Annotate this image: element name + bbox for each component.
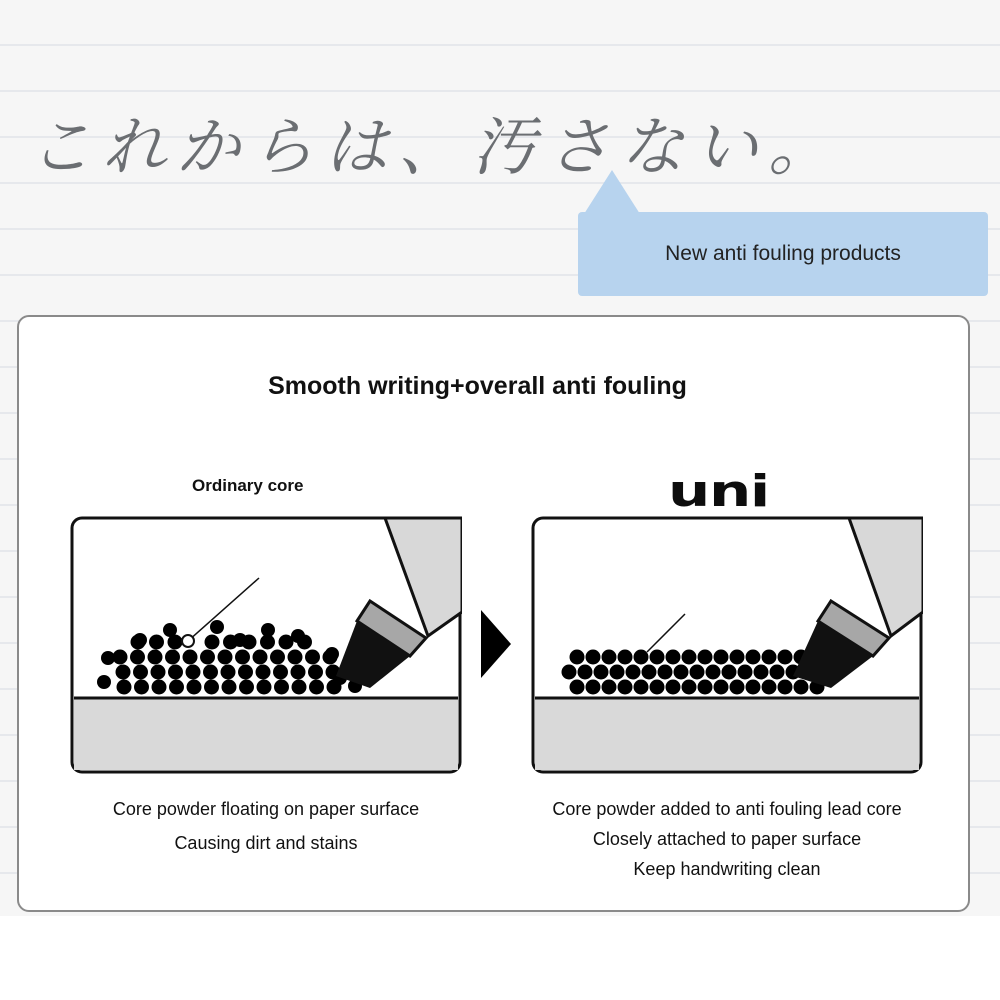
powder-dot <box>151 665 166 680</box>
powder-dot <box>291 665 306 680</box>
powder-dot <box>690 665 705 680</box>
powder-dot <box>235 650 250 665</box>
powder-dot <box>183 650 198 665</box>
powder-dot <box>570 650 585 665</box>
powder-dot <box>253 650 268 665</box>
powder-dot <box>291 629 305 643</box>
powder-dot <box>682 650 697 665</box>
handwritten-headline: これからは、汚さない。 <box>28 111 842 185</box>
powder-dot <box>273 665 288 680</box>
highlighted-dot <box>182 635 194 647</box>
powder-dot <box>562 665 577 680</box>
powder-dot <box>148 650 163 665</box>
powder-dot <box>221 665 236 680</box>
powder-dot <box>650 680 665 695</box>
powder-dot <box>134 680 149 695</box>
powder-dot <box>706 665 721 680</box>
powder-dot <box>165 650 180 665</box>
powder-dot <box>308 665 323 680</box>
powder-dot <box>239 680 254 695</box>
powder-dot <box>152 680 167 695</box>
ordinary-core-illustration <box>70 516 462 774</box>
powder-dot <box>149 635 164 650</box>
powder-dot <box>200 650 215 665</box>
powder-dot <box>778 650 793 665</box>
powder-dot <box>610 665 625 680</box>
powder-dot <box>682 680 697 695</box>
powder-dot <box>305 650 320 665</box>
powder-dot <box>97 675 111 689</box>
powder-dot <box>730 680 745 695</box>
powder-dot <box>754 665 769 680</box>
left-caption-line: Core powder floating on paper surface <box>112 799 420 819</box>
powder-dot <box>586 650 601 665</box>
powder-dot <box>738 665 753 680</box>
powder-dot <box>233 633 247 647</box>
powder-dot <box>602 680 617 695</box>
right-captions <box>520 794 934 884</box>
powder-dot <box>602 650 617 665</box>
ordinary-core-label: Ordinary core <box>192 476 304 495</box>
powder-dot <box>658 665 673 680</box>
uni-brand-logo: uni <box>668 466 769 517</box>
powder-dot <box>666 680 681 695</box>
speech-bubble-tail <box>584 170 640 214</box>
powder-dot <box>722 665 737 680</box>
powder-dot <box>746 680 761 695</box>
powder-dot <box>133 633 147 647</box>
powder-dot <box>256 665 271 680</box>
powder-dot <box>117 680 132 695</box>
right-caption-line: Keep handwriting clean <box>633 859 821 879</box>
powder-dot <box>186 665 201 680</box>
left-caption-line: Causing dirt and stains <box>174 833 358 853</box>
powder-dot <box>288 650 303 665</box>
powder-dot <box>714 680 729 695</box>
powder-dot <box>730 650 745 665</box>
powder-dot <box>762 650 777 665</box>
powder-dot <box>274 680 289 695</box>
bottom-strip <box>0 916 1000 1000</box>
powder-dot <box>578 665 593 680</box>
right-caption-line: Closely attached to paper surface <box>592 829 862 849</box>
powder-dot <box>698 680 713 695</box>
powder-dot <box>642 665 657 680</box>
powder-dot <box>210 620 224 634</box>
powder-dot <box>626 665 641 680</box>
powder-dot <box>666 650 681 665</box>
speech-bubble-text: New anti fouling products <box>665 242 901 265</box>
powder-dot <box>238 665 253 680</box>
powder-dot <box>674 665 689 680</box>
powder-dot <box>634 680 649 695</box>
powder-dot <box>650 650 665 665</box>
powder-dot <box>270 650 285 665</box>
powder-dot <box>746 650 761 665</box>
powder-dot <box>133 665 148 680</box>
powder-dot <box>163 623 177 637</box>
powder-dot <box>168 665 183 680</box>
powder-dot <box>325 647 339 661</box>
powder-dot <box>292 680 307 695</box>
powder-dot <box>714 650 729 665</box>
powder-dot <box>594 665 609 680</box>
paper-surface <box>535 698 919 770</box>
powder-dot <box>570 680 585 695</box>
powder-dot <box>309 680 324 695</box>
powder-dot <box>204 680 219 695</box>
powder-dot <box>770 665 785 680</box>
powder-dot <box>116 665 131 680</box>
powder-dot <box>618 680 633 695</box>
powder-dot <box>222 680 237 695</box>
powder-dot <box>130 650 145 665</box>
speech-bubble <box>578 212 988 296</box>
powder-dot <box>698 650 713 665</box>
powder-dot <box>187 680 202 695</box>
uni-core-illustration <box>531 516 923 774</box>
powder-dot <box>257 680 272 695</box>
powder-dot <box>586 680 601 695</box>
powder-dot <box>169 680 184 695</box>
powder-dot <box>101 651 115 665</box>
powder-dot <box>218 650 233 665</box>
panel-title: Smooth writing+overall anti fouling <box>268 372 687 400</box>
powder-dot <box>634 650 649 665</box>
left-captions <box>70 794 462 858</box>
direction-arrow-icon <box>481 610 511 678</box>
powder-dot <box>205 635 220 650</box>
paper-surface <box>74 698 458 770</box>
right-caption-line: Core powder added to anti fouling lead core <box>552 799 902 819</box>
powder-dot <box>778 680 793 695</box>
powder-dot <box>794 680 809 695</box>
powder-dot <box>203 665 218 680</box>
powder-dot <box>618 650 633 665</box>
powder-dot <box>762 680 777 695</box>
powder-dot <box>261 623 275 637</box>
